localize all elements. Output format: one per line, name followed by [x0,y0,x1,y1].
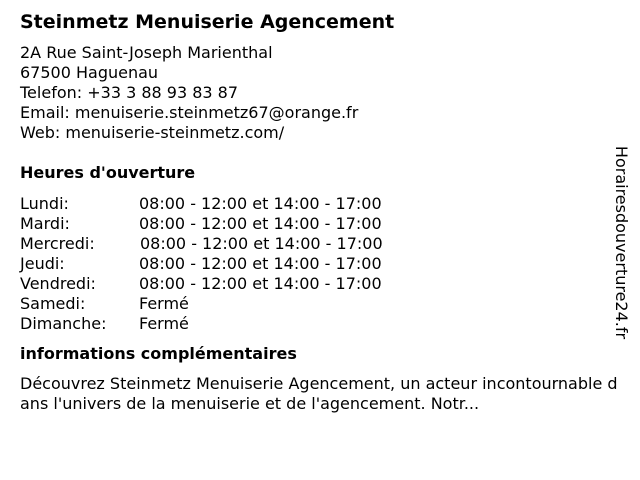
address-street: 2A Rue Saint-Joseph Marienthal [20,43,273,62]
hours-heading: Heures d'ouverture [20,163,196,182]
watermark-text: Horairesdouverture24.fr [612,145,632,340]
hours-day: Jeudi: [20,254,65,273]
email-line: Email: menuiserie.steinmetz67@orange.fr [20,103,359,122]
phone-line: Telefon: +33 3 88 93 83 87 [20,83,239,102]
hours-day: Lundi: [20,194,69,213]
hours-day: Vendredi: [20,274,96,293]
hours-time: 08:00 - 12:00 et 14:00 - 17:00 [139,214,382,233]
hours-row-jeudi [20,254,612,274]
hours-time: Fermé [139,294,189,313]
hours-row-samedi [20,294,612,314]
info-heading: informations complémentaires [20,344,297,363]
hours-day: Mardi: [20,214,70,233]
hours-row-mardi [20,214,612,234]
hours-time: 08:00 - 12:00 et 14:00 - 17:00 [139,274,382,293]
hours-row-mercredi [20,234,612,254]
hours-row-lundi [20,194,612,214]
hours-time: 08:00 - 12:00 et 14:00 - 17:00 [139,254,382,273]
business-card [20,10,618,414]
hours-row-dimanche [20,314,612,334]
watermark [607,135,637,350]
hours-day: Dimanche: [20,314,107,333]
hours-table [20,194,612,334]
hours-time: Fermé [139,314,189,333]
info-description: Découvrez Steinmetz Menuiserie Agencement, un acteur incontournable dans l'univers de la menuiserie et de l'agencement. Notr... [20,374,618,413]
hours-day: Samedi: [20,294,86,313]
business-name: Steinmetz Menuiserie Agencement [20,11,395,33]
web-line: Web: menuiserie-steinmetz.com/ [20,123,285,142]
address-block [20,43,612,143]
hours-time: 08:00 - 12:00 et 14:00 - 17:00 [140,234,383,253]
hours-row-vendredi [20,274,612,294]
hours-day: Mercredi: [20,234,95,253]
hours-time: 08:00 - 12:00 et 14:00 - 17:00 [139,194,382,213]
address-city: 67500 Haguenau [20,63,159,82]
